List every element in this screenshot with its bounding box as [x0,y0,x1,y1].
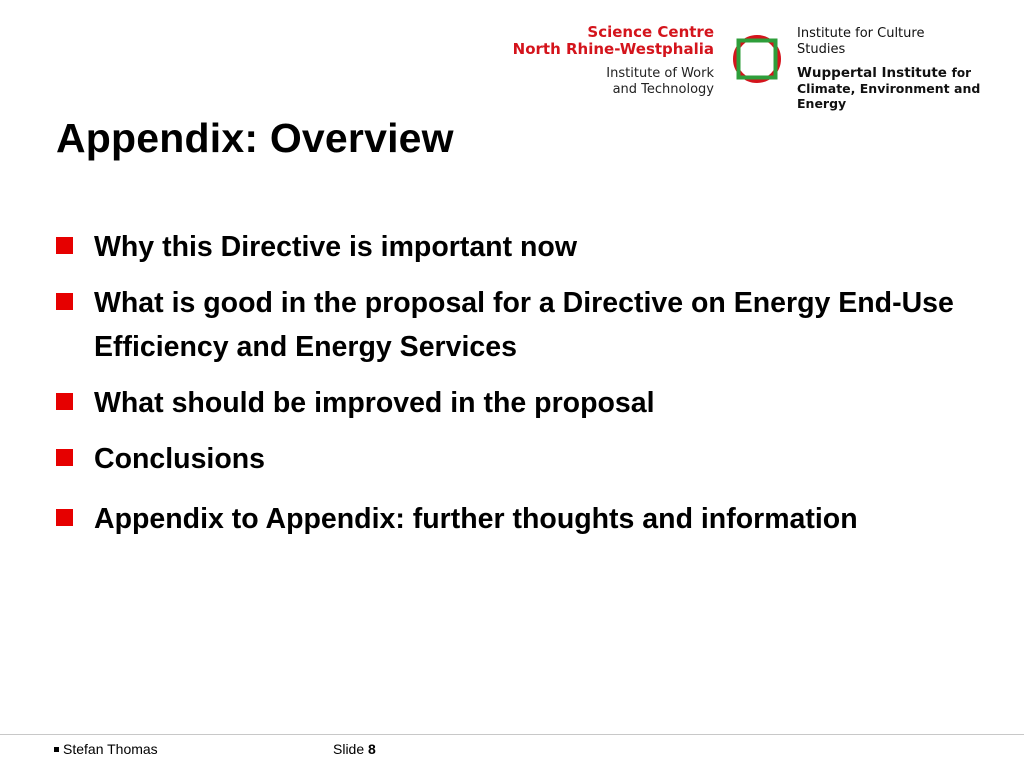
red-square-bullet-icon [56,449,73,466]
logo-right-line2: Studies [797,42,846,57]
logo-right-wuppertal [797,65,980,81]
footer-author [54,741,158,757]
bullet-text: Why this Directive is important now [94,231,577,263]
logo-right-line1: Institute for Culture [797,26,925,41]
footer-author-name: Stefan Thomas [63,741,158,757]
slide-title: Appendix: Overview [56,115,454,161]
red-square-bullet-icon [56,509,73,526]
logo-left-line3: Institute of Work [606,66,714,81]
bullet-list [56,225,986,558]
logo-right-for: for [951,66,972,80]
red-square-bullet-icon [56,293,73,310]
red-square-bullet-icon [56,393,73,410]
wuppertal-institute-logo [797,26,980,111]
logo-right-line4: Climate, Environment and [797,81,981,96]
footer-divider [0,734,1024,735]
bullet-item [56,225,986,269]
bullet-item [56,281,986,369]
logo-left-line4: and Technology [612,82,714,97]
bullet-item [56,493,986,546]
logo-left-line1: Science Centre [587,23,714,41]
logo-right-wuppertal-name: Wuppertal Institute [797,65,947,81]
bullet-item [56,381,986,425]
footer-bullet-icon [54,747,59,752]
bullet-text: Appendix to Appendix: further thoughts and information [94,503,858,535]
footer-slide-label: Slide [333,741,365,757]
bullet-text: What should be improved in the proposal [94,387,655,419]
footer-slide-num: 8 [368,741,376,757]
bullet-text: Conclusions [94,443,266,475]
footer-slide-number [333,741,376,757]
bullet-text: What is good in the proposal for a Directive on Energy End-Use Efficiency and Energy Services [94,287,954,363]
square-circle-logo-icon [732,34,782,84]
logo-right-line5: Energy [797,96,847,111]
bullet-item [56,437,986,481]
red-square-bullet-icon [56,237,73,254]
logo-left-line2: North Rhine-Westphalia [512,40,714,58]
science-centre-logo [513,24,714,98]
